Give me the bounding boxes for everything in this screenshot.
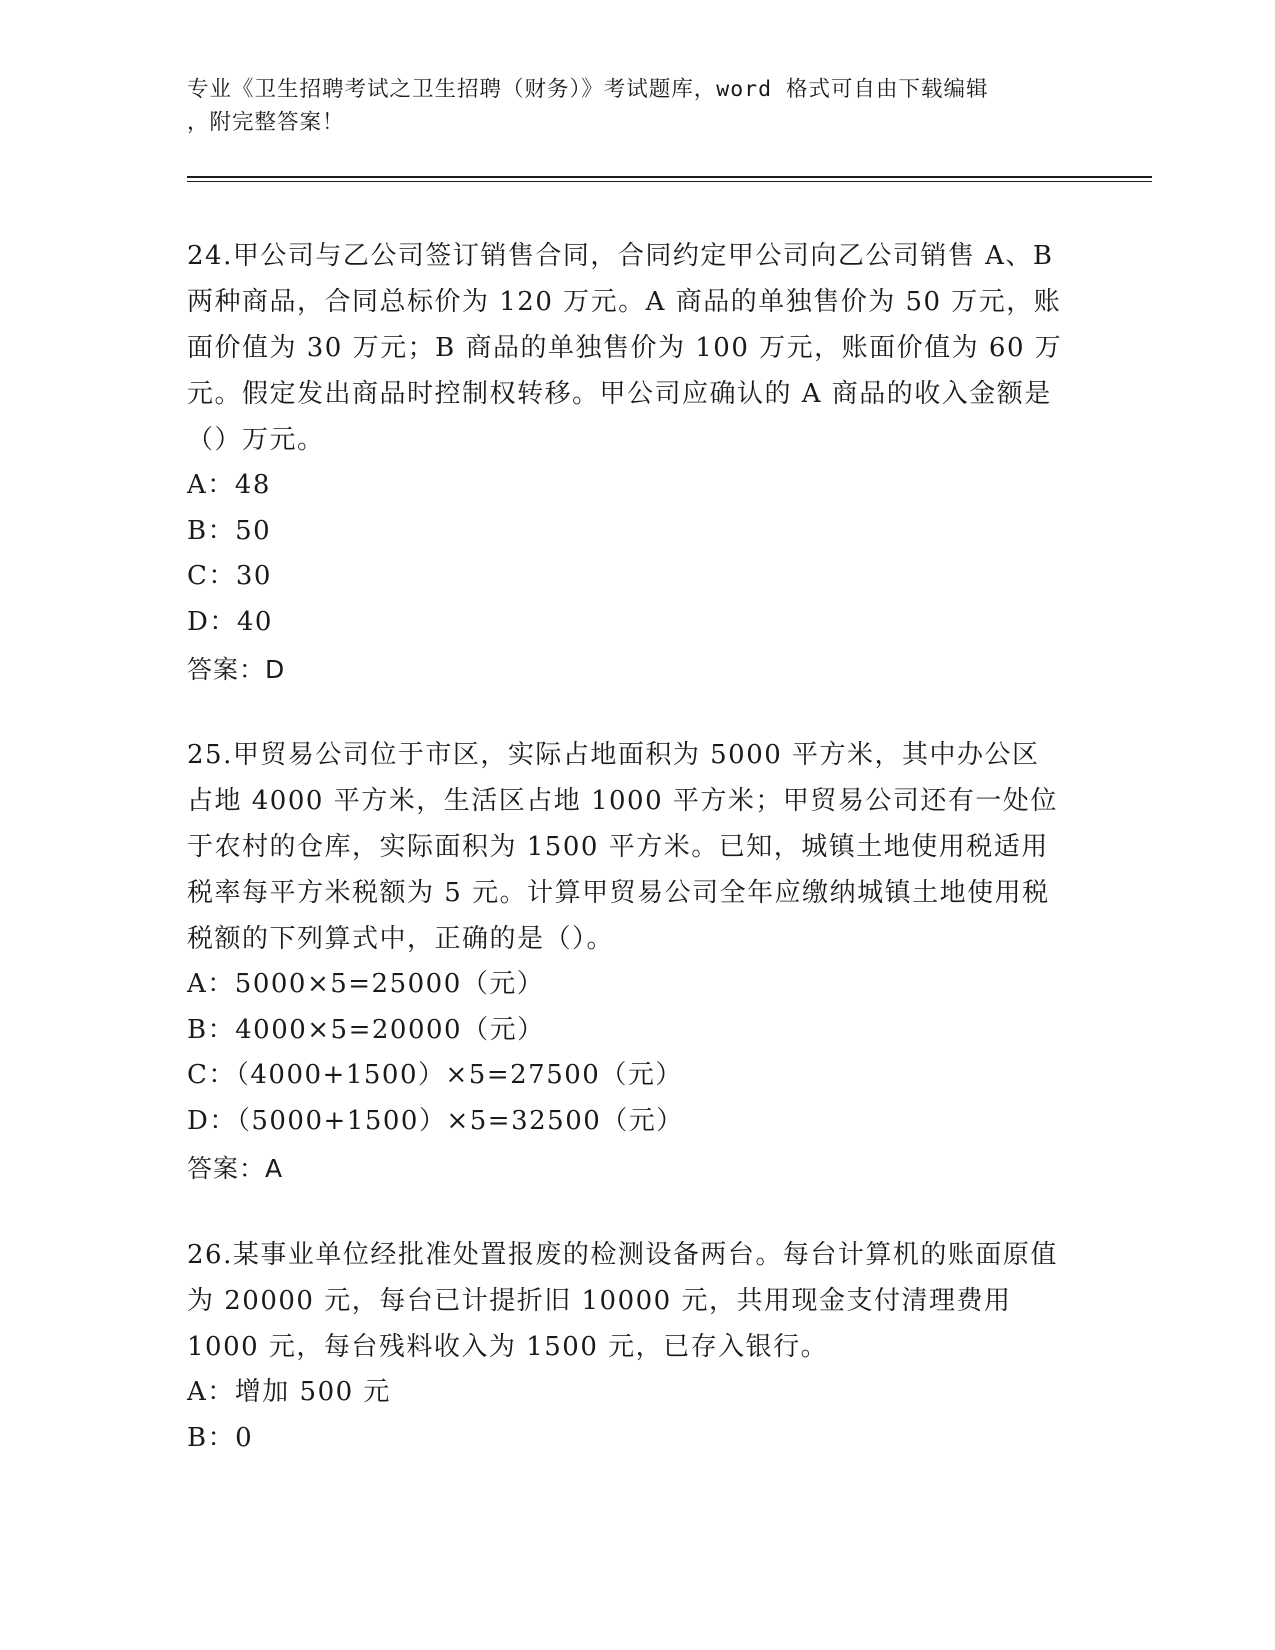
option-a: A：48 (187, 470, 271, 500)
document-header (187, 73, 1067, 139)
option-c: C：（4000+1500）×5=27500（元） (187, 1060, 683, 1090)
question-26 (187, 1232, 1067, 1461)
header-divider-thin (187, 181, 1152, 182)
question-stem: 26.某事业单位经批准处置报废的检测设备两台。每台计算机的账面原值为 20000 元，每台已计提折旧 10000 元，共用现金支付清理费用 1000 元，每台残料收入为 1500 元，已存入银行。 (187, 1240, 1058, 1362)
option-a: A：增加 500 元 (187, 1377, 391, 1407)
option-d: D：（5000+1500）×5=32500（元） (187, 1105, 684, 1136)
question-24 (187, 233, 1067, 695)
option-b: B：0 (187, 1422, 254, 1453)
header-divider-thick (187, 176, 1152, 178)
answer-line: 答案：D (187, 655, 286, 684)
question-stem: 25.甲贸易公司位于市区，实际占地面积为 5000 平方米，其中办公区占地 4000 平方米，生活区占地 1000 平方米；甲贸易公司还有一处位于农村的仓库，实际面积为 1500 平方米。已知，城镇土地使用税适用税率每平方米税额为 5 元。计算甲贸易公司全年应缴纳城镇土地使用税税额的下列算式中，正确的是（）。 (187, 740, 1058, 954)
option-a: A：5000×5=25000（元） (187, 969, 545, 999)
option-c: C：30 (187, 561, 272, 591)
option-d: D：40 (187, 606, 273, 637)
answer-line: 答案：A (187, 1154, 284, 1183)
header-line-2: ，附完整答案！ (187, 110, 345, 135)
header-line-1: 专业《卫生招聘考试之卫生招聘（财务）》考试题库，word 格式可自由下载编辑 (187, 77, 989, 102)
option-b: B：50 (187, 515, 272, 546)
option-b: B：4000×5=20000（元） (187, 1014, 545, 1045)
question-25 (187, 732, 1067, 1194)
question-stem: 24.甲公司与乙公司签订销售合同，合同约定甲公司向乙公司销售 A、B 两种商品，合同总标价为 120 万元。A 商品的单独售价为 50 万元，账面价值为 30 万元；B 商品的单独售价为 100 万元，账面价值为 60 万元。假定发出商品时控制权转移。甲公司应确认的 A 商品的收入金额是（）万元。 (187, 241, 1063, 455)
